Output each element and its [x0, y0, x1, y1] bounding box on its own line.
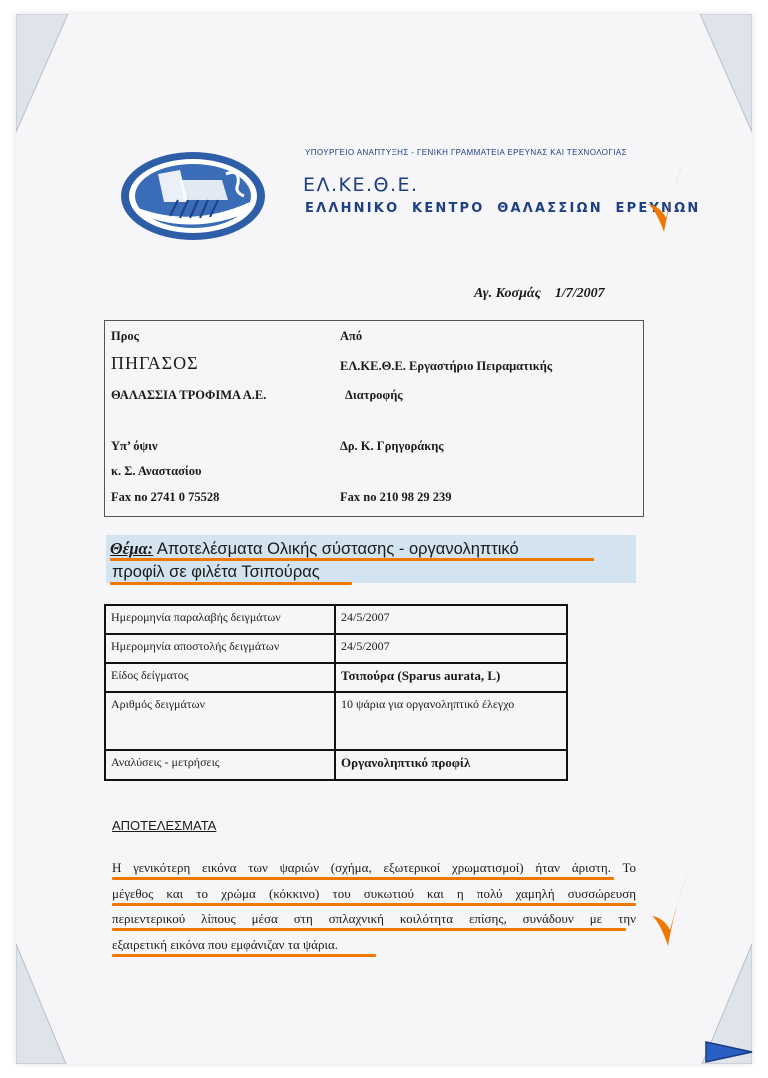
highlight-underline — [112, 928, 626, 931]
table-row — [105, 692, 567, 750]
sender-department-cont: Διατροφής — [345, 388, 403, 402]
highlight-underline — [112, 903, 636, 906]
results-line: μέγεθος και το χρώμα (κόκκινο) του συκωτιού και η πολύ χαμηλή συσσώρευση — [112, 886, 636, 901]
place-and-date: Αγ. Κοσμάς 1/7/2007 — [474, 286, 605, 301]
table-row — [105, 634, 567, 663]
table-label: Ημερομηνία παραλαβής δειγμάτων — [105, 605, 335, 634]
sample-info-table — [104, 604, 568, 781]
sender-fax: Fax no 210 98 29 239 — [340, 490, 452, 504]
table-row — [105, 605, 567, 634]
recipient-fax: Fax no 2741 0 75528 — [111, 490, 220, 504]
highlight-underline — [110, 558, 594, 561]
table-value: 10 ψάρια για οργανοληπτικό έλεγχο — [335, 692, 567, 750]
table-label: Αριθμός δειγμάτων — [105, 692, 335, 750]
organization-abbreviation: ΕΛ.ΚΕ.Θ.Ε. — [303, 174, 419, 196]
subject-label: Θέμα — [110, 539, 148, 558]
table-value — [335, 750, 567, 780]
table-label: Αναλύσεις - μετρήσεις — [105, 750, 335, 780]
next-arrow-icon[interactable] — [704, 1040, 754, 1064]
table-label: Ημερομηνία αποστολής δειγμάτων — [105, 634, 335, 663]
results-line: εξαιρετική εικόνα που εμφάνιζαν τα ψάρια. — [112, 937, 339, 952]
attention-name: κ. Σ. Αναστασίου — [111, 464, 202, 478]
results-line: περιεντερικού λίπους μέσα στη σπλαχνική κοιλότητα επίσης, συνάδουν με την — [112, 911, 636, 926]
table-value — [335, 663, 567, 692]
ancient-ship-logo — [118, 150, 268, 242]
organization-full-name: ΕΛΛΗΝΙΚΟ ΚΕΝΤΡΟ ΘΑΛΑΣΣΙΩΝ ΕΡΕΥΝΩΝ — [305, 201, 701, 216]
sample-type-value: Τσιπούρα (Sparus aurata, L) — [341, 668, 501, 683]
table-row — [105, 663, 567, 692]
subject-line-2: προφίλ σε φιλέτα Τσιπούρας — [112, 563, 320, 581]
subject-text-1: Αποτελέσματα Ολικής σύστασης - οργανοληπτικό — [156, 540, 519, 558]
page-corner-top-left — [16, 14, 76, 134]
highlight-underline — [110, 582, 352, 585]
to-label: Προς — [111, 329, 139, 343]
address-box — [104, 320, 644, 517]
checkmark-icon — [646, 158, 686, 238]
checkmark-icon — [650, 868, 690, 950]
page-corner-bottom-left — [16, 940, 72, 1064]
page-corner-top-right — [696, 14, 752, 134]
table-label: Είδος δείγματος — [105, 663, 335, 692]
results-line: Η γενικότερη εικόνα των ψαριών (σχήμα, εξωτερικοί χρωματισμοί) ήταν άριστη. Το — [112, 860, 636, 875]
highlight-underline — [112, 954, 376, 957]
sender-department: ΕΛ.ΚΕ.Θ.Ε. Εργαστήριο Πειραματικής — [340, 359, 553, 373]
sender-person: Δρ. Κ. Γρηγοράκης — [340, 439, 444, 453]
table-value: 24/5/2007 — [335, 634, 567, 663]
highlight-underline — [112, 877, 614, 880]
from-label: Από — [340, 329, 363, 343]
analysis-value: Οργανοληπτικό προφίλ — [341, 755, 471, 770]
recipient-name: ΠΗΓΑΣΟΣ — [111, 353, 199, 373]
table-value: 24/5/2007 — [335, 605, 567, 634]
attention-label: Υπ’ όψιν — [111, 439, 158, 453]
ministry-header: ΥΠΟΥΡΓΕΙΟ ΑΝΑΠΤΥΞΗΣ - ΓΕΝΙΚΗ ΓΡΑΜΜΑΤΕΙΑ ΕΡΕΥΝΑΣ ΚΑΙ ΤΕΧΝΟΛΟΓΙΑΣ — [305, 148, 627, 157]
subject-line-1 — [110, 539, 519, 559]
subject-colon: : — [147, 539, 154, 558]
table-row — [105, 750, 567, 780]
results-heading: ΑΠΟΤΕΛΕΣΜΑΤΑ — [112, 818, 217, 833]
recipient-company: ΘΑΛΑΣΣΙΑ ΤΡΟΦΙΜΑ Α.Ε. — [111, 388, 267, 402]
